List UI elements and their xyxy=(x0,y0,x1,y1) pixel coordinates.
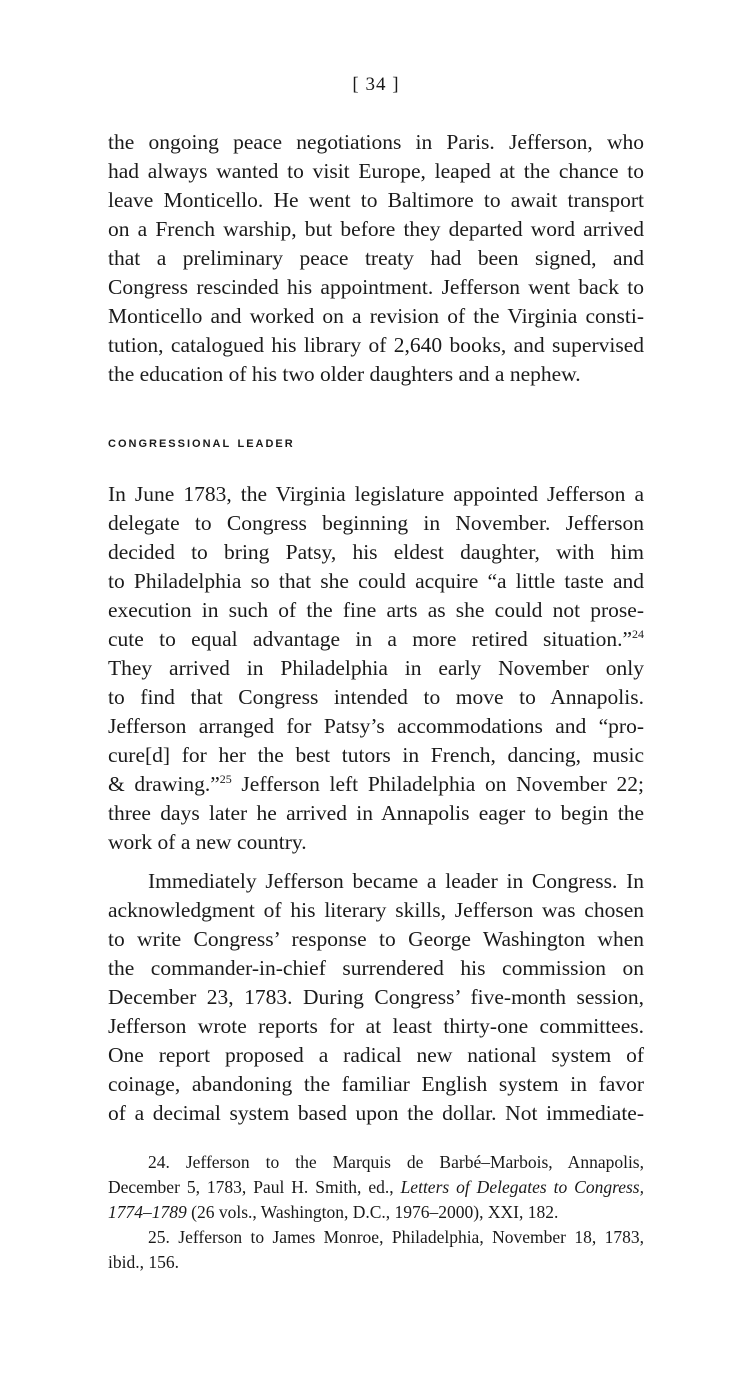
text-line: that a preliminary peace treaty had been signed, and xyxy=(108,246,644,270)
text-line: the commander-in-chief surrendered his commission on xyxy=(108,956,644,980)
text-line: to Philadelphia so that she could acquire “a little taste and xyxy=(108,569,644,593)
text-line: work of a new country. xyxy=(108,830,307,854)
text-line: Jefferson arranged for Patsy’s accommodations and “pro- xyxy=(108,714,644,738)
text-line: December 23, 1783. During Congress’ five-month session, xyxy=(108,985,644,1009)
footnote-line: 25. Jefferson to James Monroe, Philadelphia, November 18, 1783, xyxy=(148,1227,644,1247)
line-text: & drawing.” xyxy=(108,772,220,796)
text-line: cure[d] for her the best tutors in French, dancing, music xyxy=(108,743,644,767)
text-line: One report proposed a radical new national system of xyxy=(108,1043,644,1067)
text-line: three days later he arrived in Annapolis eager to begin the xyxy=(108,801,644,825)
text-line: had always wanted to visit Europe, leaped at the chance to xyxy=(108,159,644,183)
paragraph-immediately xyxy=(108,867,644,1128)
text-line: coinage, abandoning the familiar English system in favor xyxy=(108,1072,644,1096)
footnote-line xyxy=(108,1175,644,1200)
footnote-line: ibid., 156. xyxy=(108,1252,179,1272)
footnote-25 xyxy=(108,1225,644,1275)
text-line: leave Monticello. He went to Baltimore to await transport xyxy=(108,188,644,212)
text-line: Jefferson wrote reports for at least thirty-one committees. xyxy=(108,1014,644,1038)
footnote-ref-25[interactable]: 25 xyxy=(219,772,232,786)
text-line: Immediately Jefferson became a leader in Congress. In xyxy=(148,869,644,893)
footnote-line xyxy=(108,1200,644,1225)
text-line: delegate to Congress beginning in November. Jefferson xyxy=(108,511,644,535)
text-line: to find that Congress intended to move to Annapolis. xyxy=(108,685,644,709)
text-line: the ongoing peace negotiations in Paris. Jefferson, who xyxy=(108,130,644,154)
text-line: tution, catalogued his library of 2,640 books, and supervised xyxy=(108,333,644,357)
footnote-title: Letters of Delegates to Congress, xyxy=(400,1177,644,1197)
text-line-with-note xyxy=(108,625,644,654)
paragraph-continuation xyxy=(108,128,644,389)
footnote-title: 1774–1789 xyxy=(108,1202,187,1222)
footnote-ref-24[interactable]: 24 xyxy=(632,627,644,641)
text-line: on a French warship, but before they departed word arrived xyxy=(108,217,644,241)
text-line-with-note xyxy=(108,770,644,799)
line-text-rest: Jefferson left Philadelphia on November 22; xyxy=(231,772,644,796)
text-line: Monticello and worked on a revision of the Virginia consti- xyxy=(108,304,644,328)
text-line: to write Congress’ response to George Washington when xyxy=(108,927,644,951)
line-text: cute to equal advantage in a more retired situation.” xyxy=(108,627,632,651)
text-line: the education of his two older daughters and a nephew. xyxy=(108,362,581,386)
footnote-text: December 5, 1783, Paul H. Smith, ed., xyxy=(108,1177,401,1197)
text-line: execution in such of the fine arts as she could not prose- xyxy=(108,598,644,622)
footnote-text: (26 vols., Washington, D.C., 1976–2000), XXI, 182. xyxy=(186,1202,559,1222)
text-line: Congress rescinded his appointment. Jefferson went back to xyxy=(108,275,644,299)
text-line: In June 1783, the Virginia legislature appointed Jefferson a xyxy=(108,482,644,506)
text-line: acknowledgment of his literary skills, Jefferson was chosen xyxy=(108,898,644,922)
page-number: [ 34 ] xyxy=(352,74,400,95)
footnote-line: 24. Jefferson to the Marquis de Barbé–Marbois, Annapolis, xyxy=(148,1152,644,1172)
text-line: of a decimal system based upon the dollar. Not immediate- xyxy=(108,1101,644,1125)
text-line: decided to bring Patsy, his eldest daughter, with him xyxy=(108,540,644,564)
section-heading: congressional leader xyxy=(108,434,295,451)
text-line: They arrived in Philadelphia in early November only xyxy=(108,656,644,680)
paragraph-june-1783 xyxy=(108,480,644,857)
footnote-24 xyxy=(108,1150,644,1225)
